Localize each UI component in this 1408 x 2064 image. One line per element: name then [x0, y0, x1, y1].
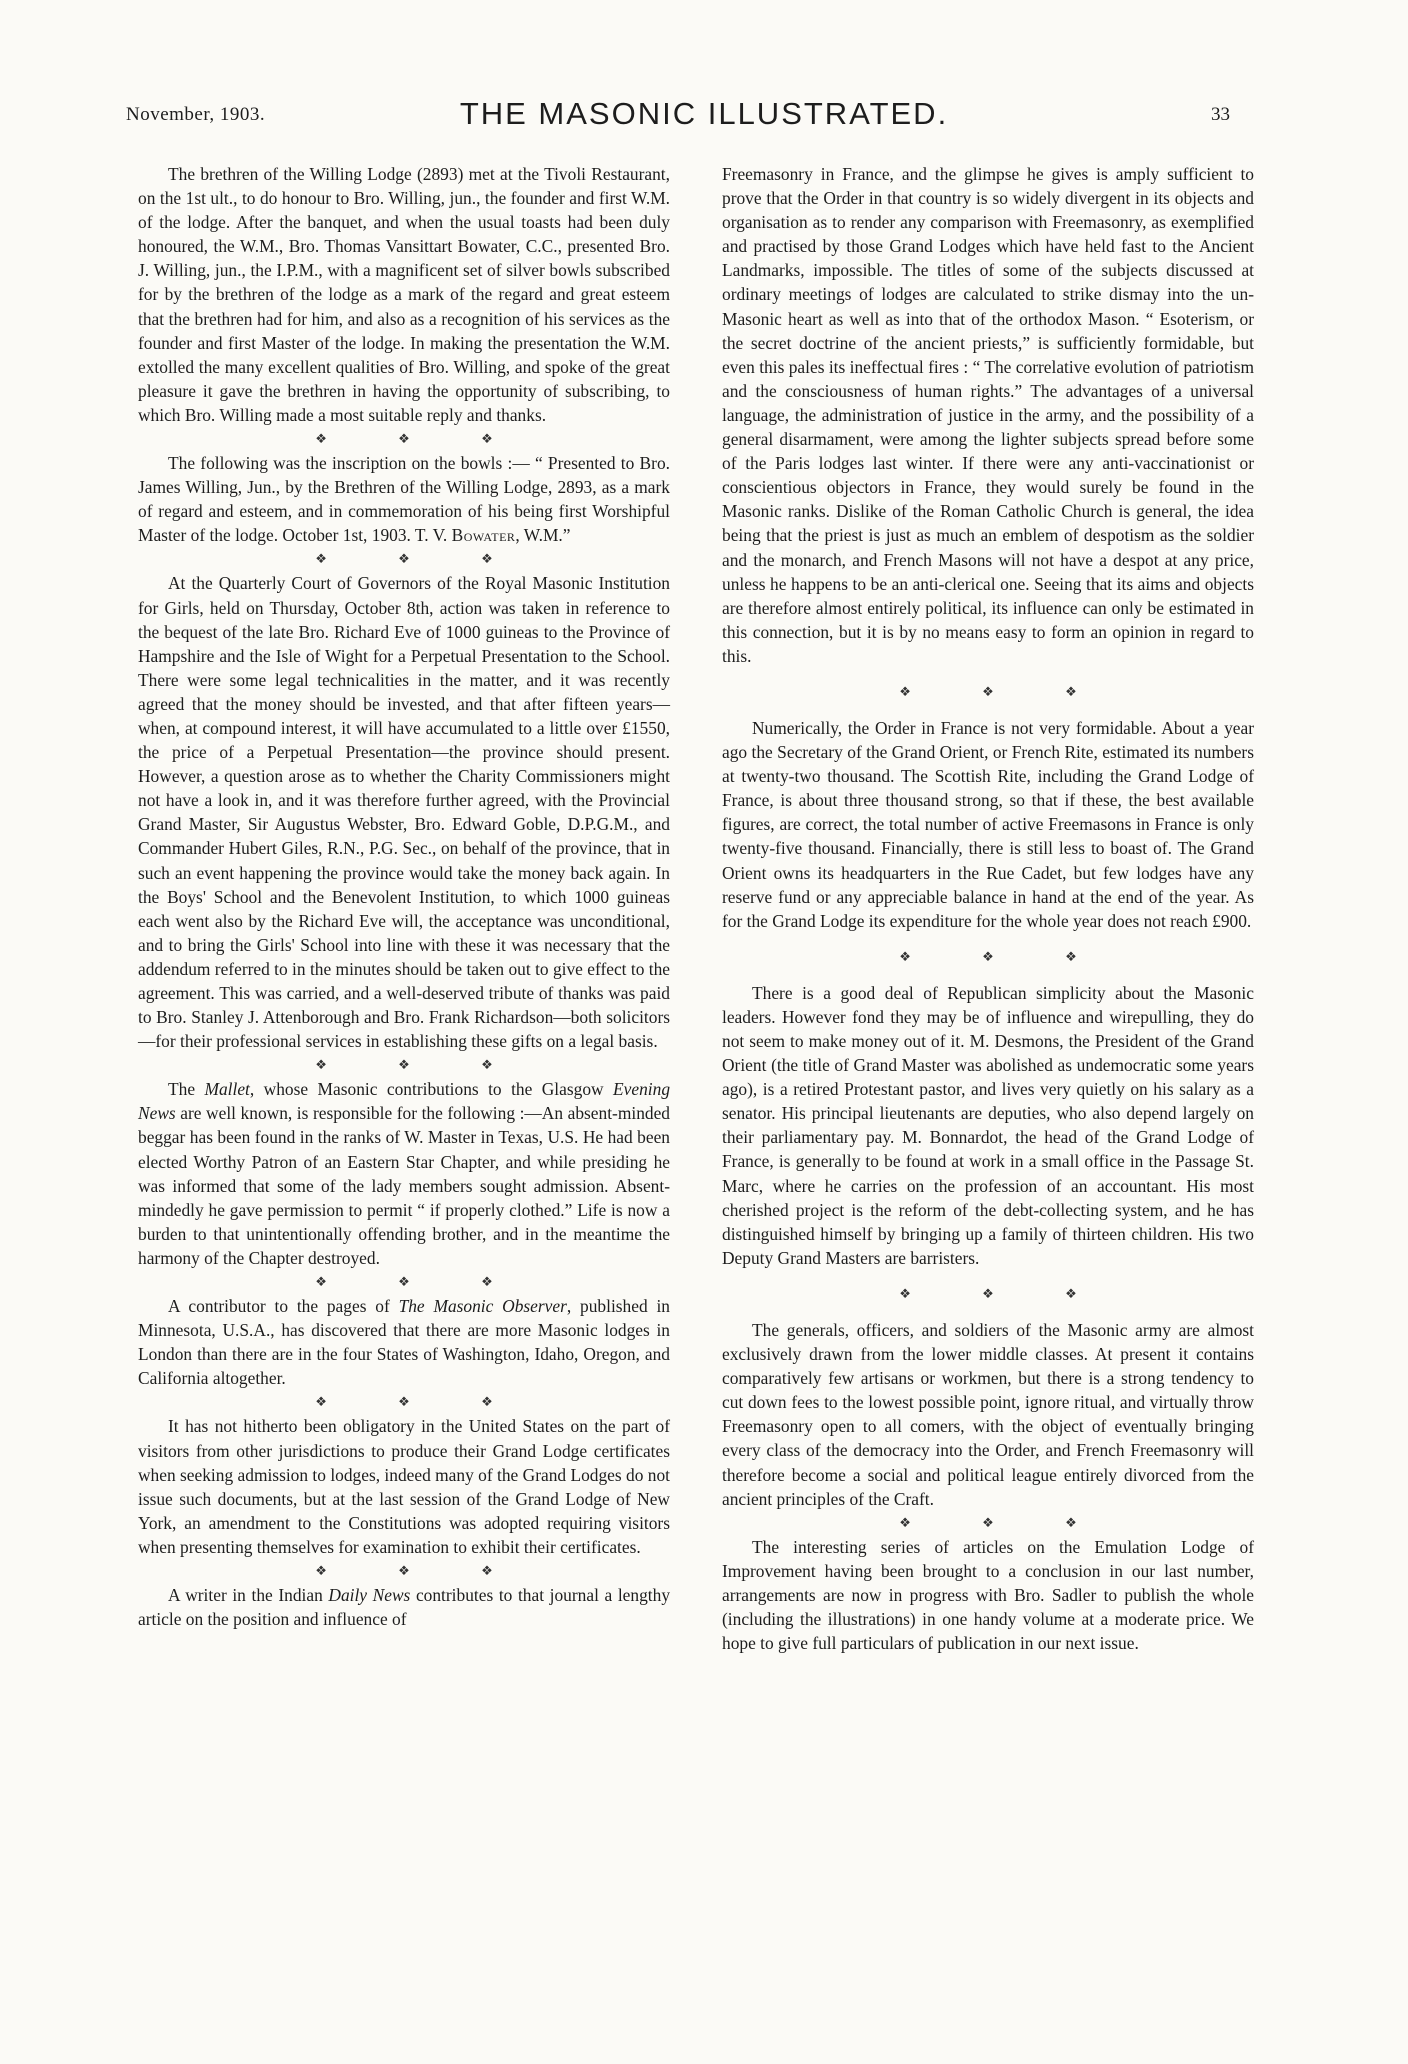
- bowls-inscription-paragraph: The following was the inscription on the bowls :— “ Presented to Bro. James Willing, Jun., by the Brethren of the Willing Lodge, 2893, as a mark of regard and esteem, and in commemoration of his being first Worshipful Master of the lodge. October 1st, 1903. T. V. Bowater, W.M.”: [138, 453, 670, 546]
- page-number: 33: [1211, 104, 1230, 125]
- right-column: [722, 162, 1254, 1655]
- ornament-divider: ❖ ❖ ❖: [899, 683, 1111, 699]
- ornament-divider: ❖ ❖ ❖: [315, 1274, 527, 1290]
- issue-date: November, 1903.: [126, 104, 266, 125]
- indian-daily-news-paragraph: A writer in the Indian Daily News contributes to that journal a lengthy article on the position and influence of: [138, 1584, 671, 1630]
- emulation-lodge-paragraph: The interesting series of articles on the Emulation Lodge of Improvement having been brought to a conclusion in our last number, arrangements are now in progress with Bro. Sadler to publish the whole (including the illustrations) in one handy volume at a moderate price. We hope to give full particulars of publication in our next issue.: [722, 1536, 1254, 1654]
- ornament-divider: ❖ ❖ ❖: [899, 1514, 1111, 1530]
- ornament-divider: ❖ ❖ ❖: [315, 551, 527, 567]
- ornament-divider: ❖ ❖ ❖: [899, 1285, 1111, 1301]
- ornament-divider: ❖ ❖ ❖: [899, 948, 1111, 964]
- ornament-divider: ❖ ❖ ❖: [315, 431, 527, 447]
- masonic-observer-paragraph: A contributor to the pages of The Masonic Observer, published in Minnesota, U.S.A., has discovered that there are more Masonic lodges in London than there are in the four States of Washington, Idaho, Oregon, and California altogether.: [138, 1296, 670, 1389]
- page-header: [0, 96, 1408, 136]
- left-column: [138, 162, 670, 1631]
- republican-simplicity-paragraph: There is a good deal of Republican simplicity about the Masonic leaders. However fond they may be of influence and wirepulling, they do not seem to make money out of it. M. Desmons, the President of the Grand Orient (the title of Grand Master was abolished as undemocratic some years ago), is a retired Protestant pastor, and lives very quietly on his salary as a senator. His principal lieutenants are deputies, who also depend largely on their parliamentary pay. M. Bonnardot, the head of the Grand Lodge of France, is generally to be found at work in a small office in the Passage St. Marc, where he carries on the profession of an accountant. His most cherished project is the reform of the debt-collecting system, and he has distinguished himself by bringing up a family of thirteen children. His two Deputy Grand Masters are barristers.: [722, 982, 1254, 1268]
- numerically-paragraph: Numerically, the Order in France is not very formidable. About a year ago the Secretary of the Grand Orient, or French Rite, estimated its numbers at twenty-two thousand. The Scottish Rite, including the Grand Lodge of France, is about three thousand strong, so that if these, the best available figures, are correct, the total number of active Freemasons in France is only twenty-five thousand. Financially, there is still less to boast of. The Grand Orient owns its headquarters in the Rue Cadet, but few lodges have any reserve fund or any appreciable balance in hand at the end of the year. As for the Grand Lodge its expenditure for the whole year does not reach £900.: [722, 717, 1254, 931]
- freemasonry-france-paragraph: Freemasonry in France, and the glimpse he gives is amply sufficient to prove that the Order in that country is so widely divergent in its objects and organisation as to render any comparison with Freemasonry, as exemplified and practised by those Grand Lodges which have held fast to the Ancient Landmarks, impossible. The titles of some of the subjects discussed at ordinary meetings of lodges are calculated to strike dismay into the un-Masonic heart as well as into that of the orthodox Mason. “ Esoterism, or the secret doctrine of the ancient priests,” is sufficiently formidable, but even this pales its ineffectual fires : “ The correlative evolution of patriotism and the consciousness of human rights.” The advantages of a universal language, the administration of justice in the army, and the possibility of a general disarmament, were among the lighter subjects spread before some of the Paris lodges last winter. If there were any anti-vaccinationist or conscientious objectors in France, they would surely be found in the Masonic ranks. Dislike of the Roman Catholic Church is general, the idea being that the priest is just as much an emblem of despotism as the soldier and the monarch, and French Masons will not have a despot at any price, unless he happens to be an anti-clerical one. Seeing that its aims and objects are therefore almost entirely political, its influence can only be estimated in this connection, but it is by no means easy to form an opinion in regard to this.: [722, 164, 1254, 666]
- ornament-divider: ❖ ❖ ❖: [315, 1394, 527, 1410]
- masonic-army-paragraph: The generals, officers, and soldiers of the Masonic army are almost exclusively drawn from the lower middle classes. At present it contains comparatively few artisans or workmen, but there is a strong tendency to cut down fees to the lowest possible point, ignore ritual, and virtually throw Freemasonry open to all comers, with the object of eventually bringing every class of the democracy into the Order, and French Freemasonry will therefore become a social and political league entirely divorced from the ancient principles of the Craft.: [722, 1319, 1254, 1509]
- mallet-paragraph: The Mallet, whose Masonic contributions to the Glasgow Evening News are well known, is responsible for the following :—An absent-minded beggar has been found in the ranks of W. Master in Texas, U.S. He had been elected Worthy Patron of an Eastern Star Chapter, and while presiding he was informed that some of the lady members sought admission. Absent-mindedly he gave permission to permit “ if properly clothed.” Life is now a burden to that unintentionally offending brother, and in the meantime the harmony of the Chapter destroyed.: [138, 1079, 671, 1268]
- grand-lodge-certificates-paragraph: It has not hitherto been obligatory in the United States on the part of visitors from other jurisdictions to produce their Grand Lodge certificates when seeking admission to lodges, indeed many of the Grand Lodges do not issue such documents, but at the last session of the Grand Lodge of New York, an amendment to the Constitutions was adopted requiring visitors when presenting themselves for examination to exhibit their certificates.: [138, 1416, 670, 1557]
- girls-institution-paragraph: At the Quarterly Court of Governors of the Royal Masonic Institution for Girls, held on Thursday, October 8th, action was taken in reference to the bequest of the late Bro. Richard Eve of 1000 guineas to the Province of Hampshire and the Isle of Wight for a Perpetual Presentation to the School. There were some legal technicalities in the matter, and it was recently agreed that the money should be invested, and that after fifteen years—when, at compound interest, it will have accumulated to a little over £1550, the price of a Perpetual Presentation—the province should present. However, a question arose as to whether the Charity Commissioners might not have a look in, and it was therefore further agreed, with the Provincial Grand Master, Sir Augustus Webster, Bro. Edward Goble, D.P.G.M., and Commander Hubert Giles, R.N., P.G. Sec., on behalf of the province, that in such an event happening the province would take the money back again. In the Boys' School and the Benevolent Institution, to which 1000 guineas each went also by the Richard Eve will, the acceptance was unconditional, and to bring the Girls' School into line with these it was necessary that the addendum referred to in the minutes should be taken out to give effect to the agreement. This was carried, and a well-deserved tribute of thanks was paid to Bro. Stanley J. Attenborough and Bro. Frank Richardson—both solicitors—for their professional services in establishing these gifts on a legal basis.: [138, 573, 670, 1052]
- ornament-divider: ❖ ❖ ❖: [315, 1057, 527, 1073]
- ornament-divider: ❖ ❖ ❖: [315, 1562, 527, 1578]
- willing-lodge-paragraph: The brethren of the Willing Lodge (2893) met at the Tivoli Restaurant, on the 1st ult., to do honour to Bro. Willing, jun., the founder and first W.M. of the lodge. After the banquet, and when the usual toasts had been duly honoured, the W.M., Bro. Thomas Vansittart Bowater, C.C., presented Bro. J. Willing, jun., the I.P.M., with a magnificent set of silver bowls subscribed for by the brethren of the lodge as a mark of the regard and great esteem that the brethren had for him, and also as a recognition of his services as the founder and first Master of the lodge. In making the presentation the W.M. extolled the many excellent qualities of Bro. Willing, and spoke of the great pleasure it gave the brethren in having the opportunity of subscribing, to which Bro. Willing made a most suitable reply and thanks.: [138, 164, 670, 425]
- masthead-title: THE MASONIC ILLUSTRATED.: [459, 96, 949, 131]
